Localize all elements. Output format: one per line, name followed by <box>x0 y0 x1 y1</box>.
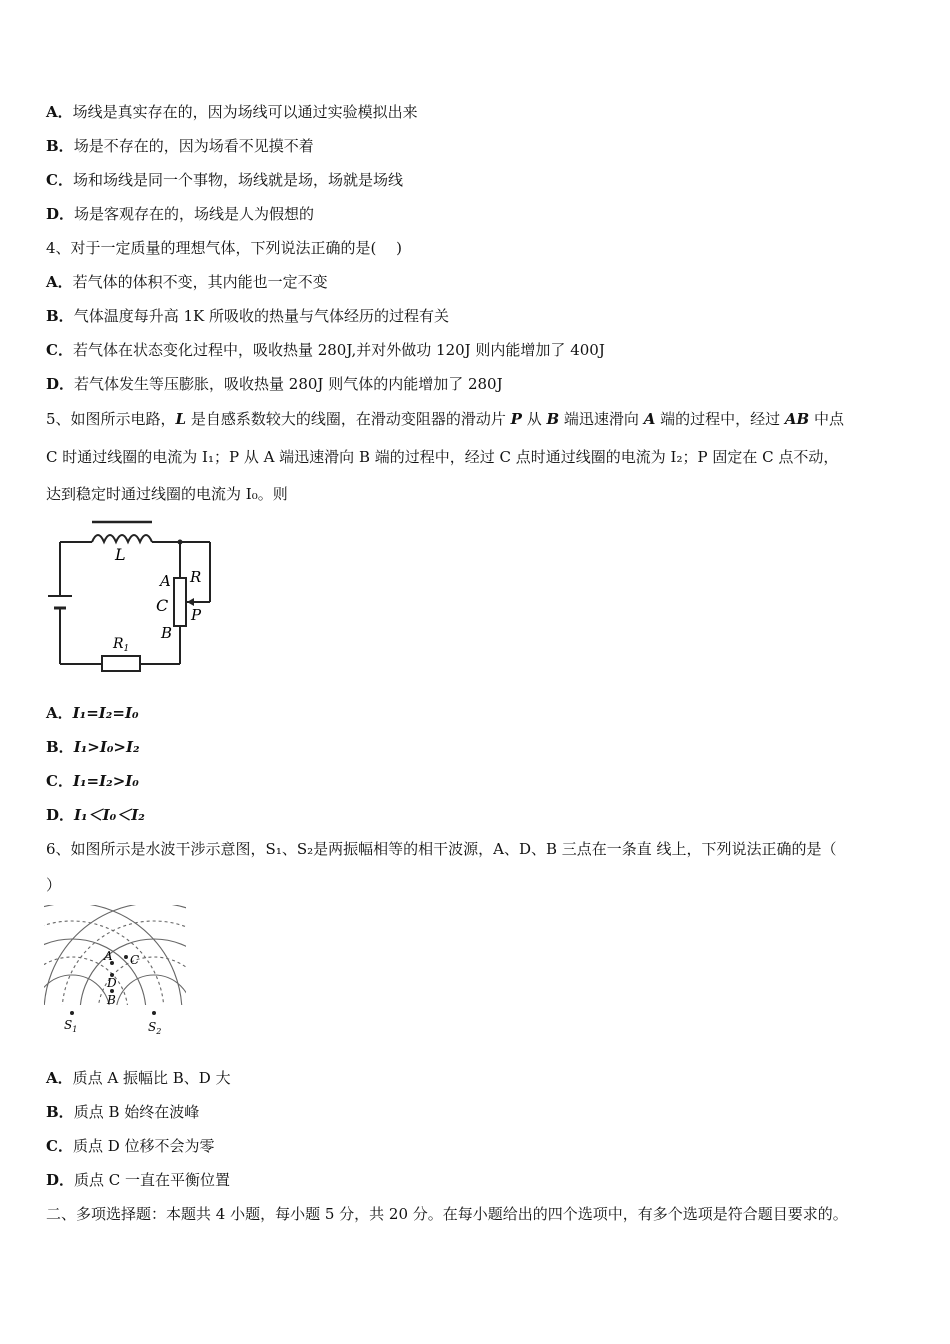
q3-option-c <box>46 170 403 190</box>
circuit-diagram <box>44 516 224 674</box>
q5-option-d <box>46 805 145 825</box>
option-text: I₁=I₂=I₀ <box>72 704 139 722</box>
q6-option-b <box>46 1102 199 1122</box>
option-text: 场和场线是同一个事物，场线就是场，场就是场线 <box>72 171 403 189</box>
q5-text: 是自感系数较大的线圈，在滑动变阻器的滑动片 <box>186 410 511 428</box>
q6-stem-line1: 6、如图所示是水波干涉示意图，S₁、S₂是两振幅相等的相干波源，A、D、B 三点在一条直 线上，下列说法正确的是（ <box>46 840 837 858</box>
label-p: P <box>191 606 202 624</box>
q5-var: L <box>175 410 187 428</box>
option-letter: C． <box>46 1137 73 1155</box>
point-c <box>124 955 128 959</box>
resistor-r1 <box>102 656 140 671</box>
label-a: A <box>160 572 171 590</box>
q5-var: P <box>510 410 522 428</box>
option-letter: C． <box>46 341 73 359</box>
q3-option-d <box>46 204 314 224</box>
option-letter: D． <box>46 1171 75 1189</box>
q5-option-c <box>46 771 139 791</box>
q6-stem-line2: ） <box>46 876 62 894</box>
wave-trough-s2 <box>62 921 186 1037</box>
q5-stem-line1 <box>46 409 844 429</box>
q6-option-c <box>46 1136 215 1156</box>
option-letter: B． <box>46 738 74 756</box>
q3-option-a <box>46 102 418 122</box>
option-text: 质点 D 位移不会为零 <box>72 1137 215 1155</box>
option-text: 质点 B 始终在波峰 <box>73 1103 200 1121</box>
q5-option-b <box>46 737 140 757</box>
option-letter: D． <box>46 375 75 393</box>
q5-var: B <box>546 410 560 428</box>
label-s1: $S_1$ <box>64 1018 78 1034</box>
q5-option-a <box>46 703 139 723</box>
option-text: 场是不存在的，因为场看不见摸不着 <box>73 137 314 155</box>
q5-text: 从 <box>521 410 547 428</box>
option-letter: B． <box>46 307 74 325</box>
q5-text: 端的过程中，经过 <box>655 410 785 428</box>
option-letter: A． <box>46 704 73 722</box>
option-letter: A． <box>46 1069 73 1087</box>
option-letter: A． <box>46 103 73 121</box>
option-text: I₁=I₂>I₀ <box>72 772 139 790</box>
q5-text: 中点 <box>809 410 844 428</box>
option-letter: A． <box>46 273 73 291</box>
label-c: C <box>156 596 169 615</box>
label-d: D <box>107 976 117 990</box>
q4-stem: 4、对于一定质量的理想气体，下列说法正确的是( ) <box>46 239 403 257</box>
option-text: 质点 C 一直在平衡位置 <box>74 1171 231 1189</box>
q5-stem-line3: 达到稳定时通过线圈的电流为 I₀。则 <box>46 485 288 503</box>
wave-interference-diagram <box>44 905 186 1037</box>
option-text: I₁>I₀>I₂ <box>73 738 140 756</box>
label-b: B <box>107 993 116 1007</box>
q5-var: AB <box>784 410 810 428</box>
label-l: L <box>115 545 126 564</box>
label-r1: $R_1$ <box>113 636 130 654</box>
option-text: 若气体发生等压膨胀，吸收热量 280J 则气体的内能增加了 280J <box>74 375 503 393</box>
option-text: 场线是真实存在的，因为场线可以通过实验模拟出来 <box>72 103 418 121</box>
option-letter: D． <box>46 806 75 824</box>
label-r: R <box>190 568 202 586</box>
q3-option-b <box>46 136 314 156</box>
label-b: B <box>161 624 173 642</box>
option-letter: C． <box>46 171 73 189</box>
q4-option-d <box>46 374 503 394</box>
wave-trough-s1 <box>44 921 164 1037</box>
option-letter: C． <box>46 772 73 790</box>
section-heading: 二、多项选择题：本题共 4 小题，每小题 5 分，共 20 分。在每小题给出的四个选项中，有多个选项是符合题目要求的。 <box>46 1205 848 1223</box>
q5-var: A <box>643 410 656 428</box>
junction-dot <box>178 540 183 545</box>
label-a: A <box>104 949 113 963</box>
option-text: 若气体的体积不变，其内能也一定不变 <box>72 273 328 291</box>
option-text: 场是客观存在的，场线是人为假想的 <box>74 205 315 223</box>
q5-text: 5、如图所示电路， <box>46 410 176 428</box>
option-text: 若气体在状态变化过程中，吸收热量 280J,并对外做功 120J 则内能增加了 400J <box>72 341 605 359</box>
q4-option-b <box>46 306 449 326</box>
option-letter: B． <box>46 1103 74 1121</box>
q6-option-a <box>46 1068 231 1088</box>
label-s2: $S_2$ <box>148 1020 162 1036</box>
q4-option-c <box>46 340 605 360</box>
source-s2 <box>152 1011 156 1015</box>
q5-stem-line2: C 时通过线圈的电流为 I₁；P 从 A 端迅速滑向 B 端的过程中，经过 C 点时通过线圈的电流为 I₂；P 固定在 C 点不动， <box>46 448 839 466</box>
slider-arrow <box>187 598 194 606</box>
inductor-coil <box>92 535 152 542</box>
option-letter: D． <box>46 205 75 223</box>
q4-option-a <box>46 272 328 292</box>
source-s1 <box>70 1011 74 1015</box>
q6-option-d <box>46 1170 230 1190</box>
label-c: C <box>130 953 140 967</box>
q5-text: 端迅速滑向 <box>559 410 644 428</box>
option-text: I₁＜I₀＜I₂ <box>74 806 145 824</box>
option-text: 气体温度每升高 1K 所吸收的热量与气体经历的过程有关 <box>73 307 449 325</box>
rheostat <box>174 578 186 626</box>
option-text: 质点 A 振幅比 B、D 大 <box>72 1069 231 1087</box>
option-letter: B． <box>46 137 74 155</box>
